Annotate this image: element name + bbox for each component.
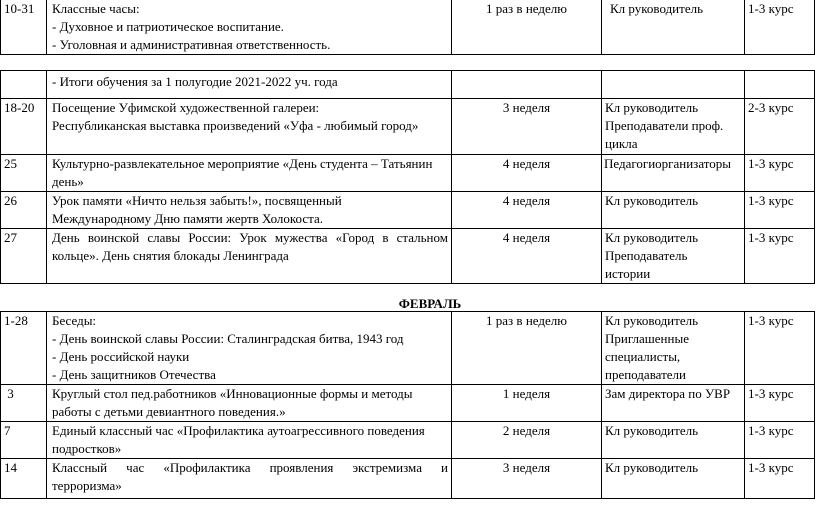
event-line: день» (52, 174, 84, 189)
responsible-cell (602, 155, 745, 192)
plan-table-top (0, 0, 815, 55)
course-cell: 1-3 курс (745, 229, 815, 284)
event-line: Круглый стол пед.работников «Инновационные формы и методы (52, 386, 413, 401)
when-cell: 2 неделя (452, 422, 602, 459)
responsible-line: Преподаватель (605, 248, 688, 263)
event-line: - Духовное и патриотическое воспитание. (52, 19, 284, 34)
date-cell: 27 (1, 229, 47, 284)
date-cell: 14 (1, 459, 47, 499)
when-cell (452, 71, 602, 99)
responsible-line: Педагогиорганизаторы (604, 156, 731, 171)
responsible-cell (602, 192, 745, 229)
event-cell (47, 99, 452, 155)
table-row (1, 99, 815, 155)
responsible-line: Кл руководитель (605, 313, 699, 328)
course-cell: 1-3 курс (745, 312, 815, 385)
course-cell: 1-3 курс (745, 0, 815, 55)
responsible-cell (602, 0, 745, 55)
event-line: - День воинской славы России: Сталинградская битва, 1943 год (52, 331, 404, 346)
table-row (1, 0, 815, 55)
event-cell (47, 0, 452, 55)
date-cell: 3 (1, 385, 47, 422)
responsible-cell (602, 459, 745, 499)
responsible-cell (602, 99, 745, 155)
event-line: Единый классный час «Профилактика аутоагрессивного поведения (52, 423, 425, 438)
month-heading: ФЕВРАЛЬ (398, 296, 462, 311)
event-line: кольце». День снятия блокады Ленинграда (52, 248, 289, 263)
course-cell: 1-3 курс (745, 155, 815, 192)
responsible-line: цикла (605, 136, 638, 151)
responsible-cell (602, 71, 745, 99)
responsible-line: истории (605, 266, 651, 281)
table-row (1, 312, 815, 385)
event-line: Международному Дню памяти жертв Холокоста. (52, 211, 323, 226)
responsible-line: Кл руководитель (605, 423, 699, 438)
when-cell: 1 раз в неделю (452, 0, 602, 55)
course-cell: 2-3 курс (745, 99, 815, 155)
course-cell: 1-3 курс (745, 192, 815, 229)
when-cell: 4 неделя (452, 192, 602, 229)
date-cell: 1-28 (1, 312, 47, 385)
event-line: День воинской славы России: Урок мужества «Город в стальном (52, 230, 448, 245)
responsible-line: Кл руководитель (610, 1, 704, 16)
course-cell: 1-3 курс (745, 422, 815, 459)
when-cell: 3 неделя (452, 99, 602, 155)
table-row (1, 192, 815, 229)
responsible-line: Кл руководитель (605, 460, 699, 475)
date-cell: 26 (1, 192, 47, 229)
date-cell: 10-31 (1, 0, 47, 55)
event-cell: - Итоги обучения за 1 полугодие 2021-2022 уч. года (47, 71, 452, 99)
responsible-line: Преподаватели проф. (605, 118, 724, 133)
event-line: Урок памяти «Ничто нельзя забыть!», посвященный (52, 193, 342, 208)
event-line: - День российской науки (52, 349, 190, 364)
table-row (1, 385, 815, 422)
date-cell: 25 (1, 155, 47, 192)
table-row (1, 155, 815, 192)
table-row (1, 71, 815, 99)
event-line: - Уголовная и административная ответственность. (52, 37, 331, 52)
event-cell (47, 229, 452, 284)
date-cell: 18-20 (1, 99, 47, 155)
date-cell: 7 (1, 422, 47, 459)
event-cell (47, 155, 452, 192)
event-line: подростков» (52, 441, 122, 456)
when-cell: 1 неделя (452, 385, 602, 422)
course-cell (745, 71, 815, 99)
plan-table-middle (0, 70, 815, 99)
event-cell (47, 422, 452, 459)
table-row (1, 422, 815, 459)
responsible-line: Зам директора по УВР (605, 386, 731, 401)
event-line: Культурно-развлекательное мероприятие «День студента – Татьянин (52, 156, 433, 171)
table-row (1, 229, 815, 284)
responsible-line: преподаватели (605, 367, 686, 382)
event-line: Посещение Уфимской художественной галереи: (52, 100, 320, 115)
when-cell: 4 неделя (452, 229, 602, 284)
event-cell (47, 192, 452, 229)
event-cell (47, 312, 452, 385)
plan-table-january (0, 98, 815, 284)
responsible-line: специалисты, (605, 349, 681, 364)
when-cell: 1 раз в неделю (452, 312, 602, 385)
event-cell (47, 385, 452, 422)
table-row (1, 459, 815, 499)
event-line: терроризма» (52, 478, 122, 493)
responsible-cell (602, 422, 745, 459)
responsible-line: Кл руководитель (605, 193, 699, 208)
event-line: Беседы: (52, 313, 97, 328)
course-cell: 1-3 курс (745, 385, 815, 422)
responsible-line: Приглашенные (605, 331, 689, 346)
event-cell (47, 459, 452, 499)
event-line: Классные часы: (52, 1, 140, 16)
responsible-line: Кл руководитель (605, 100, 699, 115)
responsible-cell (602, 229, 745, 284)
event-line: работы с детьми девиантного поведения.» (52, 404, 286, 419)
date-cell (1, 71, 47, 99)
responsible-cell (602, 385, 745, 422)
when-cell: 3 неделя (452, 459, 602, 499)
responsible-line: Кл руководитель (605, 230, 699, 245)
event-line: Классный час «Профилактика проявления экстремизма и (52, 460, 448, 475)
event-line: Республиканская выставка произведений «Уфа - любимый город» (52, 118, 419, 133)
plan-table-february (0, 311, 815, 499)
event-line: - День защитников Отечества (52, 367, 216, 382)
responsible-cell (602, 312, 745, 385)
when-cell: 4 неделя (452, 155, 602, 192)
course-cell: 1-3 курс (745, 459, 815, 499)
